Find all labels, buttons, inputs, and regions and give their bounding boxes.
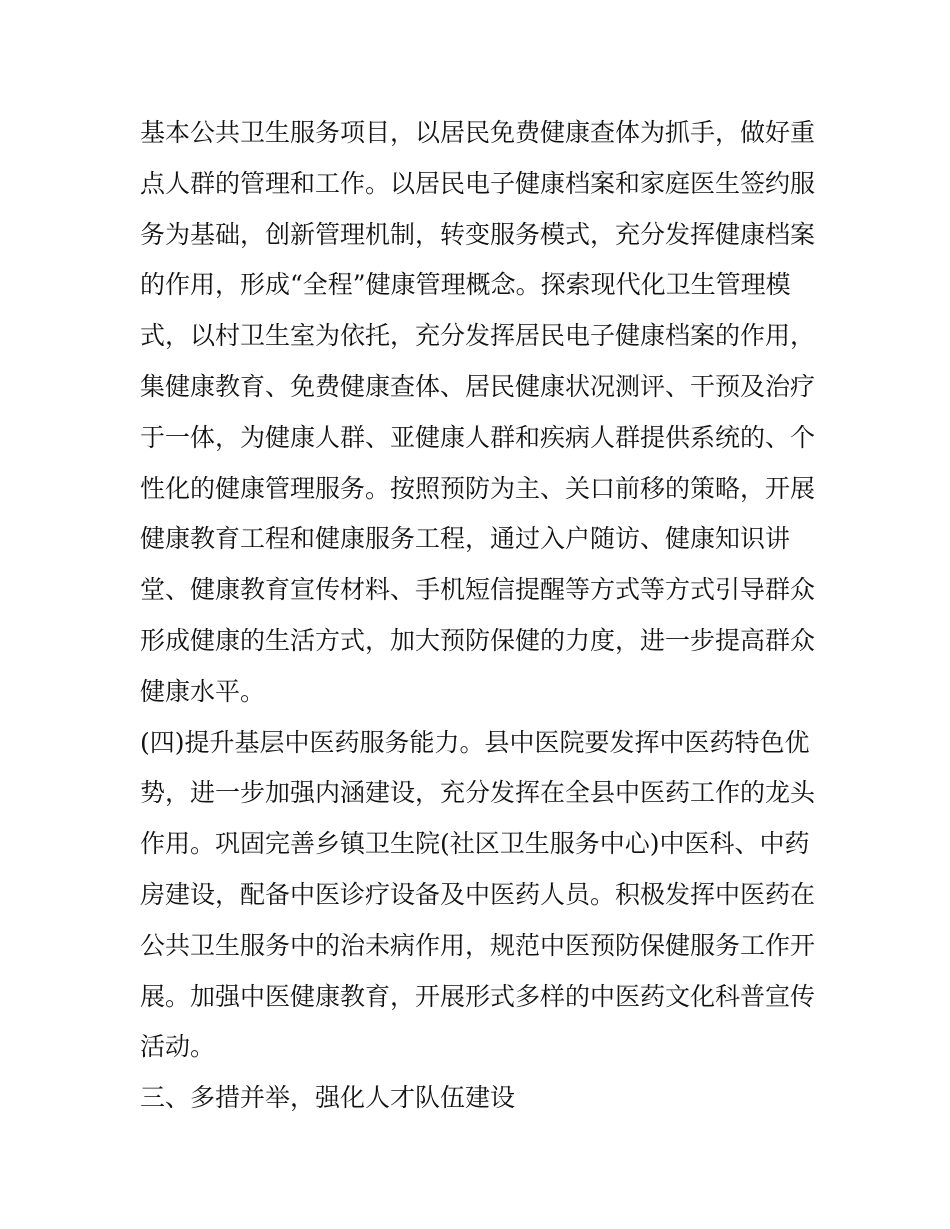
text-line: 性化的健康管理服务。按照预防为主、关口前移的策略，开展	[140, 473, 816, 503]
text-line: 于一体，为健康人群、亚健康人群和疾病人群提供系统的、个	[140, 422, 816, 452]
text-line: 作用。巩固完善乡镇卫生院(社区卫生服务中心)中医科、中药	[140, 829, 810, 859]
text-line: 堂、健康教育宣传材料、手机短信提醒等方式等方式引导群众	[140, 575, 816, 605]
text-line: 基本公共卫生服务项目，以居民免费健康查体为抓手，做好重	[140, 118, 816, 147]
text-line: 形成健康的生活方式，加大预防保健的力度，进一步提高群众	[140, 625, 816, 655]
text-line: 房建设，配备中医诊疗设备及中医药人员。积极发挥中医药在	[140, 879, 816, 909]
text-line: 公共卫生服务中的治未病作用，规范中医预防保健服务工作开	[140, 930, 816, 960]
section-heading: 三、多措并举，强化人才队伍建设	[140, 1083, 516, 1113]
text-line: 点人群的管理和工作。以居民电子健康档案和家庭医生签约服	[140, 168, 816, 198]
text-line: 活动。	[140, 1032, 216, 1062]
text-line: 势，进一步加强内涵建设，充分发挥在全县中医药工作的龙头	[140, 778, 816, 808]
section-heading-line: (四)提升基层中医药服务能力。县中医院要发挥中医药特色优	[140, 727, 810, 757]
text-line: 式，以村卫生室为依托，充分发挥居民电子健康档案的作用，	[140, 321, 816, 351]
text-line: 健康水平。	[140, 676, 266, 706]
text-line: 集健康教育、免费健康查体、居民健康状况测评、干预及治疗	[140, 371, 816, 401]
text-line: 健康教育工程和健康服务工程，通过入户随访、健康知识讲	[140, 524, 791, 554]
text-line: 的作用，形成“全程”健康管理概念。探索现代化卫生管理模	[140, 270, 791, 300]
text-line: 展。加强中医健康教育，开展形式多样的中医药文化科普宣传	[140, 981, 816, 1011]
text-line: 务为基础，创新管理机制，转变服务模式，充分发挥健康档案	[140, 219, 816, 249]
body-text	[140, 108, 820, 1124]
